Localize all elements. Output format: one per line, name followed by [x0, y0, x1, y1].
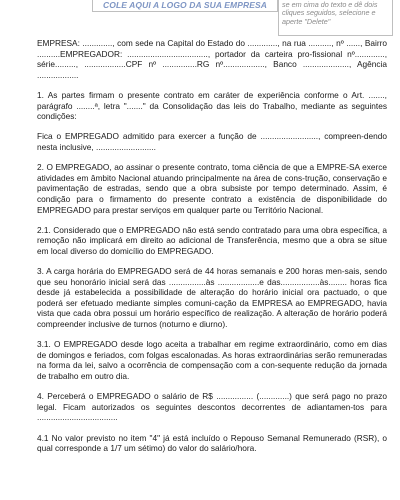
- clause-4-1: 4.1 No valor previsto no item "4" já está incluído o Repouso Semanal Remunerado (RSR), o qual corresponde a 1/7 um sétimo) do valor do salário/hora.: [37, 432, 387, 454]
- logo-placeholder[interactable]: COLE AQUI A LOGO DA SUA EMPRESA: [92, 0, 278, 12]
- clause-3-1: 3.1. O EMPREGADO desde logo aceita a trabalhar em regime extraordinário, como em dias de domingos e feriados, com folgas escalonadas. As horas extraordinárias serão remuneradas na forma da lei, salvo a ocorrência de compensação com a con-sequente redução da jornada de trabalho em outro dia.: [37, 339, 387, 381]
- clause-1-function: Fica o EMPREGADO admitido para exercer a função de ........................., compreen-dendo nesta inclusive, ..........................: [37, 131, 387, 152]
- clause-2-1: 2.1. Considerado que o EMPREGADO não está sendo contratado para uma obra específica, a remoção não implicará em direito ao adicional de Transferência, mesmo que a obra se situe em local diverso do domicílio do EMPREGADO.: [37, 224, 387, 256]
- clause-3: 3. A carga horária do EMPREGADO será de 44 horas semanais e 200 horas men-sais, sendo que seu honorário inicial será das ................às ..................e das.................às........ horas fica desde já estabelecida a possibilidade de alteração do horário inicial ora pactuado, o que poderá ser efetuado mediante simples comuni-cação da EMPRESA ao EMPREGADO, havia vista que cada obra possui um horário específico de realização. A alteração de horário poderá compreender inclusive de turnos (noturno e diurno).: [37, 266, 387, 330]
- parties-paragraph: EMPRESA: ............., com sede na Capital do Estado do ............., na rua .........., nº ......, Bairro ..........EMPREGADOR: ..................................., portador da carteira pro-fissional nº............., série........., ..................CPF nº ...............RG nº.................., Banco ...................., Agência ..................: [37, 38, 387, 80]
- clause-4: 4. Perceberá o EMPREGADO o salário de R$ ................ (.............) que será pago no prazo legal. Ficam autorizados os seguintes descontos decorrentes de adiantamen-tos para ...................................: [37, 391, 387, 423]
- clause-2: 2. O EMPREGADO, ao assinar o presente contrato, toma ciência de que a EMPRE-SA exerce atividades em âmbito Nacional atuando principalmente na área de cons-trução, conservação e pavimentação de estradas, sendo que a obra subsiste por tempo determinado. Assim, é condição para o firmamento do presente contrato a existência de disponibilidade do EMPREGADO para prestar serviços em qualquer parte ou Território Nacional.: [37, 162, 387, 215]
- contract-body: [37, 38, 387, 463]
- clause-1: 1. As partes firmam o presente contrato em caráter de experiência conforme o Art. ......., parágrafo ........ª, letra "......." da Consolidação das leis do Trabalho, mediante as seguintes condições:: [37, 89, 387, 122]
- edit-instruction-note: se em cima do texto e dê dois cliques seguidos, selecione e aperte "Delete": [278, 0, 393, 36]
